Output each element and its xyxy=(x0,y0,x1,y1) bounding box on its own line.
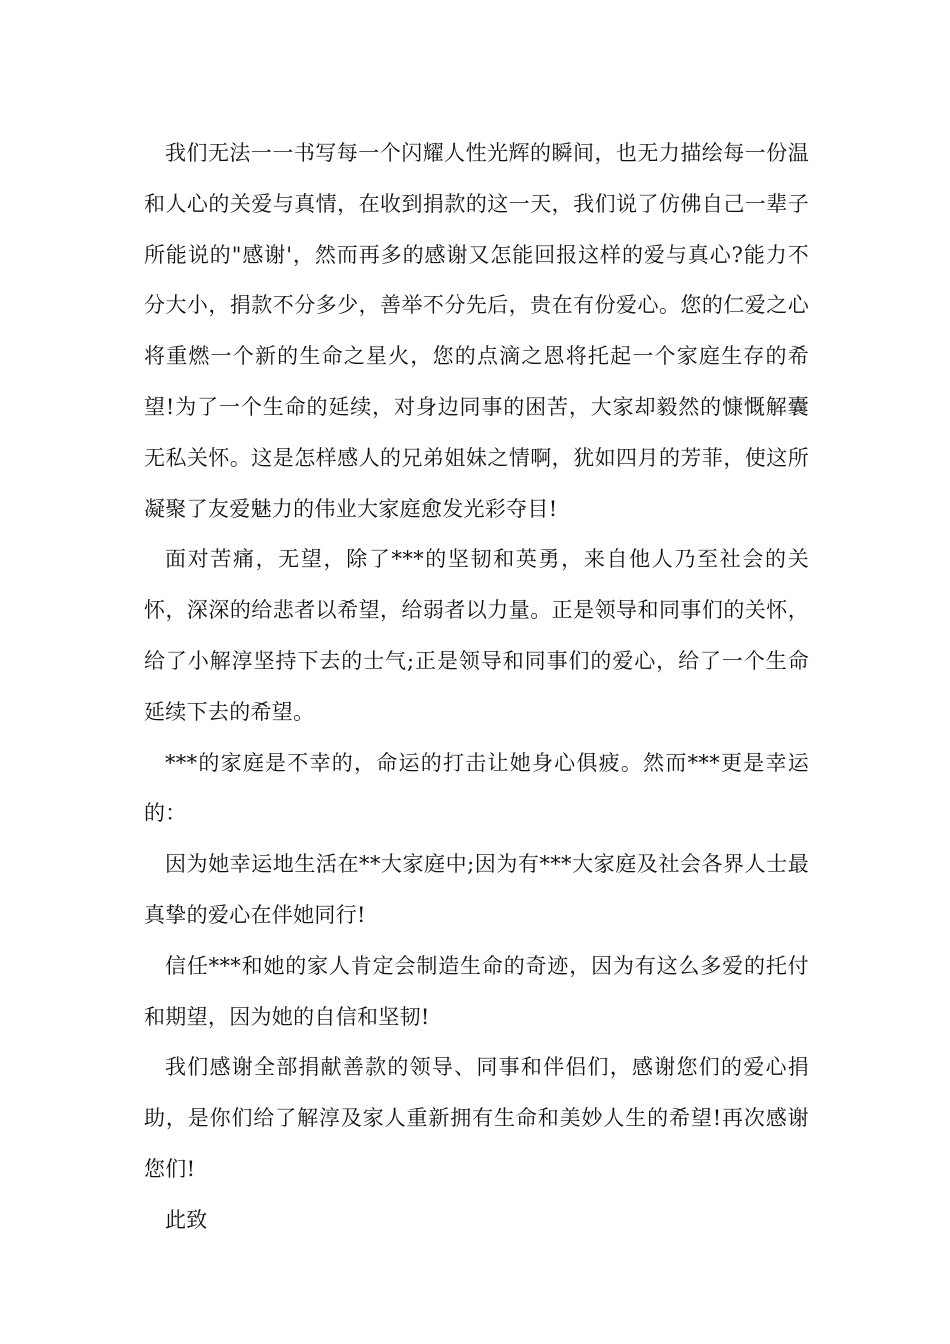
paragraph-fortunate-reason: 因为她幸运地生活在**大家庭中;因为有***大家庭及社会各界人士最真挚的爱心在伴她同行! xyxy=(144,852,809,927)
paragraph-family-misfortune: ***的家庭是不幸的，命运的打击让她身心俱疲。然而***更是幸运的： xyxy=(144,750,809,826)
paragraph-thanks-donors: 我们感谢全部捐献善款的领导、同事和伴侣们，感谢您们的爱心捐助，是你们给了解淳及家人重新拥有生命和美妙人生的希望!再次感谢您们! xyxy=(144,1055,809,1181)
paragraph-closing: 此致 xyxy=(165,1207,208,1232)
document-body xyxy=(144,128,809,1246)
paragraph-trust-miracle: 信任***和她的家人肯定会制造生命的奇迹，因为有这么多爱的托付和期望，因为她的自信和坚韧! xyxy=(144,953,809,1029)
paragraph-facing-pain: 面对苦痛，无望，除了***的坚韧和英勇，来自他人乃至社会的关怀，深深的给悲者以希望，给弱者以力量。正是领导和同事们的关怀，给了小解淳坚持下去的士气;正是领导和同事们的爱心，给了一个生命延续下去的希望。 xyxy=(144,547,809,724)
paragraph-gratitude-intro: 我们无法一一书写每一个闪耀人性光辉的瞬间，也无力描绘每一份温和人心的关爱与真情，在收到捐款的这一天，我们说了仿佛自己一辈子所能说的"感谢'，然而再多的感谢又怎能回报这样的爱与真心?能力不分大小，捐款不分多少，善举不分先后，贵在有份爱心。您的仁爱之心将重燃一个新的生命之星火，您的点滴之恩将托起一个家庭生存的希望!为了一个生命的延续，对身边同事的困苦，大家却毅然的慷慨解囊无私关怀。这是怎样感人的兄弟姐妹之情啊，犹如四月的芳菲，使这所凝聚了友爱魅力的伟业大家庭愈发光彩夺目! xyxy=(144,141,809,521)
